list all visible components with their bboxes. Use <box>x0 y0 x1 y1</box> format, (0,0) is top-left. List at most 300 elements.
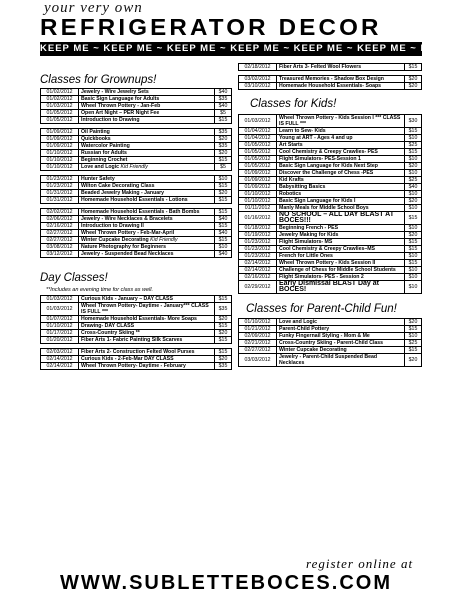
class-date: 01/09/2012 <box>239 170 277 177</box>
class-title-text: Cross-Country Skiing ** <box>81 330 140 336</box>
class-title-text: Wheel Thrown Pottery - Jan-Feb <box>81 103 161 109</box>
class-price: $15 <box>405 326 422 333</box>
class-title-text: Beaded Jewelry Making - January <box>81 190 165 196</box>
class-title <box>79 303 215 316</box>
class-row <box>239 76 422 83</box>
class-row <box>239 246 422 253</box>
class-title-text: Wheel Thrown Pottery- Daytime - January*** CLASS IS FULL *** <box>81 303 209 315</box>
class-row <box>41 363 232 370</box>
class-row <box>41 143 232 150</box>
class-row <box>41 230 232 237</box>
class-title <box>277 115 405 128</box>
class-row <box>41 136 232 143</box>
class-title <box>79 96 215 103</box>
class-title-text: Love and Logic <box>81 164 120 170</box>
class-row <box>239 225 422 232</box>
class-price: $20 <box>215 316 232 323</box>
class-row <box>41 296 232 303</box>
class-row <box>239 135 422 142</box>
class-title <box>277 163 405 170</box>
class-date: 01/03/2012 <box>41 103 79 110</box>
class-row <box>41 244 232 251</box>
class-title <box>79 237 215 244</box>
class-price: $10 <box>405 267 422 274</box>
class-title <box>277 64 405 71</box>
class-price: $20 <box>215 150 232 157</box>
class-date: 01/09/2012 <box>239 177 277 184</box>
class-price: $15 <box>405 260 422 267</box>
class-date: 01/18/2012 <box>239 225 277 232</box>
class-row <box>239 354 422 367</box>
class-title-text: Cool Chemistry & Creepy Crawlies- PES <box>279 149 378 155</box>
class-title <box>277 156 405 163</box>
class-title <box>79 230 215 237</box>
class-title <box>79 176 215 183</box>
class-date: 02/14/2012 <box>41 363 79 370</box>
class-title-text: Wheel Thrown Pottery- Daytime - February <box>81 363 186 369</box>
class-title-text: Basic Sign Language for Adults <box>81 96 160 102</box>
class-title-text: Kid Krafts <box>279 177 304 183</box>
class-date: 01/31/2012 <box>41 190 79 197</box>
header-script-line: your very own <box>44 0 143 16</box>
class-title <box>79 157 215 164</box>
class-row <box>239 64 422 71</box>
class-title-text: Learn to Sew- Kids <box>279 128 326 134</box>
class-title <box>79 117 215 124</box>
class-title <box>79 164 215 171</box>
kids-table <box>238 114 422 294</box>
class-title <box>277 225 405 232</box>
class-row <box>239 83 422 90</box>
parent-child-table <box>238 318 422 367</box>
class-date: 01/03/2012 <box>41 296 79 303</box>
class-title-text: NO SCHOOL – ALL DAY BLAST AT BOCES!!! <box>279 211 394 224</box>
class-date: 01/17/2012 <box>41 330 79 337</box>
class-price: $15 <box>215 197 232 204</box>
class-title <box>277 319 405 326</box>
class-row <box>41 330 232 337</box>
class-title <box>277 340 405 347</box>
class-price: $40 <box>215 230 232 237</box>
class-date: 01/10/2012 <box>41 164 79 171</box>
class-date: 01/10/2012 <box>41 150 79 157</box>
class-row <box>41 157 232 164</box>
class-title-text: Robotics <box>279 191 302 197</box>
class-title-text: Cross-Country Skiing - Parent-Child Class <box>279 340 384 346</box>
class-title <box>79 183 215 190</box>
right-column <box>238 63 422 367</box>
class-price: $10 <box>405 281 422 294</box>
class-title <box>277 347 405 354</box>
class-row <box>41 197 232 204</box>
class-row <box>41 190 232 197</box>
class-title-text: Nature Photography for Beginners <box>81 244 167 250</box>
class-price: $35 <box>215 96 232 103</box>
class-title-text: Wheel Thrown Pottery - Kids Session I *** CLASS IS FULL *** <box>279 115 401 127</box>
class-price: $15 <box>215 349 232 356</box>
class-price: $35 <box>215 363 232 370</box>
class-price: $10 <box>405 135 422 142</box>
class-row <box>239 191 422 198</box>
class-date: 01/10/2012 <box>239 191 277 198</box>
class-title-text: Hunter Safety <box>81 176 115 182</box>
class-title <box>79 244 215 251</box>
class-title <box>277 83 405 90</box>
class-price: $20 <box>405 354 422 367</box>
class-date: 01/05/2012 <box>41 110 79 117</box>
class-date: 01/23/2012 <box>41 176 79 183</box>
class-date: 02/16/2012 <box>41 223 79 230</box>
class-title <box>79 349 215 356</box>
class-row <box>41 356 232 363</box>
class-title-text: Quickbooks <box>81 136 111 142</box>
class-title-text: Jewelry - Parent-Child Suspended Bead Necklaces <box>279 354 378 366</box>
class-title-text: Challenge of Chess for Middle School Students <box>279 267 396 273</box>
class-row <box>41 237 232 244</box>
class-price: $10 <box>405 156 422 163</box>
class-title-text: Manly Meals for Middle School Boys <box>279 205 369 211</box>
class-date: 01/05/2012 <box>239 142 277 149</box>
class-row <box>41 323 232 330</box>
class-title <box>277 135 405 142</box>
class-price: $5 <box>215 164 232 171</box>
class-title-text: Treasured Memories - Shadow Box Design <box>279 76 384 82</box>
class-date: 01/11/2012 <box>239 205 277 212</box>
kid-friendly-note: Kid Friendly <box>150 237 178 243</box>
class-date: 01/10/2012 <box>41 323 79 330</box>
class-title <box>79 143 215 150</box>
class-date: 02/29/2012 <box>239 281 277 294</box>
class-row <box>239 177 422 184</box>
class-title-text: Flight Simulators- MS <box>279 239 333 245</box>
class-date: 01/16/2012 <box>239 212 277 225</box>
class-date: 01/23/2012 <box>41 183 79 190</box>
class-price: $20 <box>215 190 232 197</box>
grownups-table <box>40 88 232 258</box>
class-title-text: Drawing- DAY CLASS <box>81 323 135 329</box>
class-price: $35 <box>215 303 232 316</box>
class-price: $10 <box>405 274 422 281</box>
class-title-text: Fiber Arts 3- Felted Wool Flowers <box>279 64 362 70</box>
class-date: 01/02/2012 <box>41 96 79 103</box>
class-title-text: Basic Sign Language for Kids I <box>279 198 356 204</box>
class-price: $40 <box>215 251 232 258</box>
class-price: $20 <box>405 83 422 90</box>
class-date: 01/09/2012 <box>41 136 79 143</box>
class-date: 02/14/2012 <box>239 260 277 267</box>
class-price: $40 <box>405 184 422 191</box>
class-date: 02/27/2012 <box>239 347 277 354</box>
class-title <box>277 191 405 198</box>
class-date: 01/04/2012 <box>239 128 277 135</box>
class-row <box>41 96 232 103</box>
class-title-text: Young at ART - Ages 4 and up <box>279 135 353 141</box>
class-row <box>239 340 422 347</box>
class-title-text: Winter Cupcake Decorating <box>279 347 347 353</box>
class-price: $10 <box>405 253 422 260</box>
class-title <box>79 337 215 344</box>
class-title <box>277 232 405 239</box>
class-title <box>79 296 215 303</box>
class-price: $20 <box>215 330 232 337</box>
class-date: 01/03/2012 <box>41 303 79 316</box>
class-price: $15 <box>405 128 422 135</box>
class-title-text: Winter Cupcake Decorating <box>81 237 149 243</box>
class-title <box>277 354 405 367</box>
class-title-text: Wheel Thrown Pottery - Kids Session II <box>279 260 376 266</box>
class-title-text: Homemade Household Essentials - Bath Bombs <box>81 209 200 215</box>
class-price: $15 <box>405 212 422 225</box>
class-title <box>79 223 215 230</box>
class-date: 01/10/2012 <box>239 319 277 326</box>
class-title <box>277 128 405 135</box>
class-date: 02/27/2012 <box>41 237 79 244</box>
class-price: $40 <box>215 103 232 110</box>
class-price: $20 <box>405 198 422 205</box>
day-section-title: Day Classes! <box>40 272 108 284</box>
class-title <box>277 326 405 333</box>
class-date: 02/14/2012 <box>239 267 277 274</box>
class-row <box>239 333 422 340</box>
class-price: $20 <box>405 232 422 239</box>
class-row <box>41 117 232 124</box>
class-title <box>277 149 405 156</box>
class-title <box>79 323 215 330</box>
class-title <box>79 190 215 197</box>
class-row <box>239 281 422 294</box>
class-title <box>79 209 215 216</box>
class-row <box>41 129 232 136</box>
class-date: 02/16/2012 <box>239 274 277 281</box>
class-date: 01/23/2012 <box>239 239 277 246</box>
class-price: $15 <box>215 337 232 344</box>
class-row <box>41 89 232 96</box>
class-price: $15 <box>405 246 422 253</box>
class-title-text: Oil Painting <box>81 129 110 135</box>
class-date: 02/02/2012 <box>41 209 79 216</box>
class-price: $10 <box>405 170 422 177</box>
class-title <box>277 281 405 294</box>
class-price: $15 <box>405 149 422 156</box>
class-title-text: Early Dismissal BLAST Day at BOCES! <box>279 280 379 293</box>
class-title-text: Homemade Household Essentials - Lotions <box>81 197 188 203</box>
class-price: $10 <box>215 176 232 183</box>
class-price: $15 <box>215 323 232 330</box>
class-title <box>79 363 215 370</box>
class-title <box>79 89 215 96</box>
class-row <box>239 326 422 333</box>
class-date: 01/20/2012 <box>41 337 79 344</box>
class-row <box>239 156 422 163</box>
class-row <box>239 253 422 260</box>
class-price: $10 <box>215 244 232 251</box>
class-price: $35 <box>215 143 232 150</box>
class-title <box>79 216 215 223</box>
class-price: $40 <box>215 89 232 96</box>
class-date: 03/12/2012 <box>41 251 79 258</box>
class-title-text: Discover the Challenge of Chess -PES <box>279 170 374 176</box>
day-section-note: **Includes an evening time for class as well. <box>46 287 153 293</box>
class-title-text: Flight Simulators- PES - Session 2 <box>279 274 364 280</box>
class-title <box>79 197 215 204</box>
class-title-text: Wheel Thrown Pottery - Feb-Mar-April <box>81 230 175 236</box>
class-price: $5 <box>215 110 232 117</box>
register-online-text: register online at <box>306 556 414 571</box>
class-date: 01/05/2012 <box>41 117 79 124</box>
class-date: 01/09/2012 <box>239 184 277 191</box>
day-classes-table <box>40 295 232 370</box>
class-title <box>277 76 405 83</box>
class-price: $10 <box>405 333 422 340</box>
class-row <box>239 115 422 128</box>
class-title <box>79 251 215 258</box>
class-date: 02/27/2012 <box>41 230 79 237</box>
class-title-text: Introduction to Drawing II <box>81 223 144 229</box>
class-price: $15 <box>215 296 232 303</box>
class-date: 02/21/2012 <box>239 340 277 347</box>
class-title-text: Curious Kids - January – DAY CLASS <box>81 296 173 302</box>
parent-child-section-title: Classes for Parent-Child Fun! <box>246 303 397 315</box>
class-date: 02/09/2012 <box>239 333 277 340</box>
class-row <box>41 103 232 110</box>
class-date: 01/10/2012 <box>239 198 277 205</box>
class-row <box>239 198 422 205</box>
class-title-text: Art Starts <box>279 142 303 148</box>
class-title <box>277 239 405 246</box>
class-title-text: Babysitting Basics <box>279 184 326 190</box>
class-title-text: Love and Logic <box>279 319 318 325</box>
class-title <box>79 129 215 136</box>
class-title-text: Jewelry - Wire Jewelry Sets <box>81 89 149 95</box>
class-title-text: Watercolor Painting <box>81 143 130 149</box>
class-date: 01/07/2012 <box>41 316 79 323</box>
class-row <box>239 142 422 149</box>
class-title <box>79 110 215 117</box>
class-title <box>277 170 405 177</box>
class-row <box>239 319 422 326</box>
class-row <box>239 232 422 239</box>
class-title-text: French for Little Ones <box>279 253 333 259</box>
class-row <box>41 183 232 190</box>
class-row <box>239 149 422 156</box>
class-price: $15 <box>215 183 232 190</box>
class-date: 01/09/2012 <box>41 143 79 150</box>
class-title <box>79 150 215 157</box>
class-row <box>239 163 422 170</box>
class-date: 01/31/2012 <box>41 197 79 204</box>
class-price: $15 <box>215 223 232 230</box>
class-title-text: Beginning French - PES <box>279 225 339 231</box>
class-title <box>277 184 405 191</box>
class-price: $20 <box>405 163 422 170</box>
class-row <box>239 128 422 135</box>
class-title <box>277 212 405 225</box>
keep-me-banner: KEEP ME ~ KEEP ME ~ KEEP ME ~ KEEP ME ~ KEEP ME ~ KEEP ME ~ KEEP ME <box>40 43 470 54</box>
class-title-text: Beginning Crochet <box>81 157 128 163</box>
class-title <box>277 267 405 274</box>
class-title-text: Cool Chemistry & Creepy Crawlies–MS <box>279 246 375 252</box>
grownups-section-title: Classes for Grownups! <box>40 74 157 86</box>
class-title-text: Open Art Night – PER Night Fee <box>81 110 160 116</box>
class-row <box>41 216 232 223</box>
class-row <box>41 209 232 216</box>
class-title <box>79 316 215 323</box>
class-date: 01/03/2012 <box>239 115 277 128</box>
class-title <box>79 330 215 337</box>
class-price: $40 <box>215 216 232 223</box>
class-title-text: Basic Sign Language for Kids Next Step <box>279 163 378 169</box>
class-price: $20 <box>215 356 232 363</box>
class-price: $15 <box>405 64 422 71</box>
kids-section-title: Classes for Kids! <box>250 98 337 110</box>
class-title <box>277 246 405 253</box>
class-title-text: Fiber Arts 2- Construction Felted Wool Purses <box>81 349 195 355</box>
class-row <box>239 260 422 267</box>
class-date: 01/05/2012 <box>239 163 277 170</box>
class-row <box>41 110 232 117</box>
class-row <box>41 337 232 344</box>
class-title-text: Fiber Arts 1- Fabric Painting Silk Scarves <box>81 337 183 343</box>
class-price: $10 <box>405 191 422 198</box>
class-date: 03/03/2012 <box>239 354 277 367</box>
class-date: 02/18/2012 <box>239 64 277 71</box>
class-price: $10 <box>405 205 422 212</box>
class-title <box>277 177 405 184</box>
class-row <box>41 316 232 323</box>
class-title <box>277 260 405 267</box>
class-title <box>79 136 215 143</box>
class-price: $10 <box>405 225 422 232</box>
class-title-text: Flight Simulators- PES-Session 1 <box>279 156 361 162</box>
class-row <box>41 150 232 157</box>
class-price: $20 <box>215 136 232 143</box>
class-date: 01/04/2012 <box>239 135 277 142</box>
class-date: 01/05/2012 <box>239 149 277 156</box>
class-title-text: Curious Kids - 2-Feb-Mar DAY CLASS <box>81 356 174 362</box>
class-title-text: Funky Fingernail Styling - Mom & Me <box>279 333 370 339</box>
class-title-text: Parent-Child Pottery <box>279 326 330 332</box>
class-price: $15 <box>215 237 232 244</box>
class-title <box>277 142 405 149</box>
class-price: $15 <box>405 347 422 354</box>
class-price: $20 <box>405 76 422 83</box>
class-date: 02/06/2012 <box>41 216 79 223</box>
class-date: 01/23/2012 <box>239 246 277 253</box>
page-title: REFRIGERATOR DECOR <box>40 14 382 40</box>
left-column <box>40 62 232 370</box>
class-title-text: Jewelry Making for Kids <box>279 232 339 238</box>
class-title-text: Wilton Cake Decorating Class <box>81 183 155 189</box>
class-row <box>41 303 232 316</box>
class-price: $15 <box>405 239 422 246</box>
class-title <box>79 356 215 363</box>
class-date: 01/10/2012 <box>41 157 79 164</box>
class-date: 03/10/2012 <box>239 83 277 90</box>
right-top-table <box>238 63 422 90</box>
class-row <box>41 251 232 258</box>
class-price: $15 <box>215 117 232 124</box>
class-price: $20 <box>405 319 422 326</box>
class-price: $15 <box>215 209 232 216</box>
class-title-text: Russian for Adults <box>81 150 127 156</box>
class-date: 01/21/2012 <box>239 326 277 333</box>
class-row <box>239 267 422 274</box>
class-date: 01/09/2012 <box>41 129 79 136</box>
class-title-text: Jewelry - Wire Necklaces & Bracelets <box>81 216 173 222</box>
class-row <box>239 212 422 225</box>
website-link[interactable]: WWW.SUBLETTEBOCES.COM <box>60 572 392 594</box>
class-row <box>239 347 422 354</box>
